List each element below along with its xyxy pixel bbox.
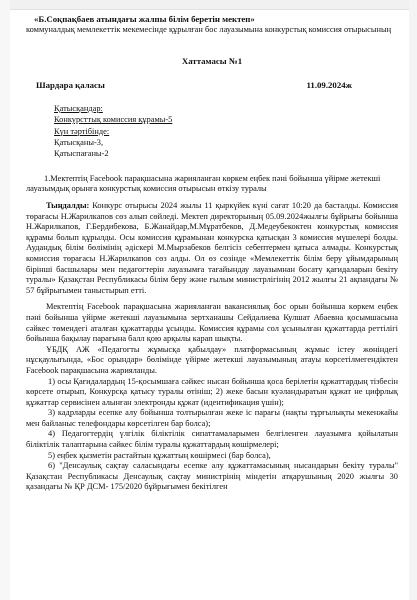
viewer-left-edge [0,0,10,600]
heard-paragraph [26,201,398,296]
list-item: 4) Педагогтердің үлгілік біліктілік сипаттамаларымен белгіленген лауазымға қойылатын біліктілік талаптарына сәйкес білім туралы құжаттардың көшірмелері; [26,429,398,450]
paragraph-2: Мектептің Facebook парақшасына жарияланған вакансиялық бос орын бойынша көркем еңбек пәні бойынша үйірме жетекші лауазымына зертханашы Сейдалиева Кулшат Абаевна қосымшасына сәйкес төмендегі аталған құжаттарды ұсынды. Комиссия құрамы сол ұсынылған құжаттарда реттілігі бойынша бақылау парағына балл қою арқылы карап шықты. [26,302,398,344]
place-date-row [26,80,398,91]
attendance-block [26,103,398,160]
attendance-line: Қатысқаны-3, [54,138,104,147]
attendance-line: Қатысқандар: [54,103,103,113]
heard-text: Конкурс отырысы 2024 жылы 11 қыркүйек күні сағат 10:20 да басталды. Комиссия төрағасы Н.Жарилкапов сөз алып сөйледі. Мектеп директорының 05.09.2024жылғы бұйрығы бойынша Н.Жарилкапов, Г.Бердибекова, Б.Жанайдар,М.Мұратбеков, Д.Медеубекоктен конкурстық комиссия құрамы болып құрылды. Осы комиссия құрамынан конкурска қатысқан 3 комиссия мүшелері болды. Аудандық білім бөлімінің әдіскері М.Мырзабеков белгісіз себептермен қатыса алмады. Конкурстық комиссия төрағасы Н.Жарилкапов сөз алды. Ол өз сөзінде «Мемлекеттік білім беру ұйымдарының бірінші басшылары мен педагогтерін лауазымға тағайындау лауазымнан босату қағидаларын бекіту туралы» Қазақстан Республикасы білім беру және ғылым министрлігінің 2012 жылғы 21 ақпандағы № 57 бұйрығымен таныстырып етті. [26,201,398,295]
agenda-item: 1.Мектептің Facebook парақшасына жарияланған көркем еңбек пәні бойынша үйірме жетекші лауазымдық орынға конкурстық комиссия отырысын өткізу туралы [26,173,381,194]
attendance-line: Күн тәртібінде: [54,126,110,136]
documents-list [26,377,398,494]
viewer-top-edge [0,0,417,10]
list-item: 1) осы Қағидалардың 15-қосымшаға сәйкес нысан бойынша қоса берілетін құжаттардың тізбесін көрсете отырып, Конкурсқа қатысу туралы өтініш; 2) жеке басын куәландыратын құжат не цифрлық құжаттар сервисінен алынған электронды құжат (идентификация үшін); [26,376,398,407]
organization-title: «Б.Соқпақбаев атындағы жалпы білім беретін мектеп» [34,14,255,24]
paragraph-3: ҰБДҚ АЖ «Педагогты жұмысқа қабылдау» платформасының жұмыс істеу жөніндегі нұсқаулығында, «Бос орындар» бөлімінде үйірме жетекші лауазымының атауы көрсетілмегендіктен Facebook парақшасына жарияланды. [26,344,398,375]
document-content [26,14,398,493]
attendance-line: Конкурсттық комиссия құрамы-5 [54,115,173,125]
list-item: 3) кадрларды есепке алу бойынша толтырылған жеке іс парағы (нақты тұрғылықты мекенжайы мен байланыс телефондары көрсетілген бар болса); [26,408,398,428]
heard-label: Тыңдалды: [46,201,90,210]
viewer-right-edge [409,0,417,600]
attendance-line: Қатыспағаны-2 [54,149,109,159]
organization-subtitle: коммуналдық мемлекеттік мекемесінде құрылған бос лауазымына конкурстық комиссия отырысының [26,25,392,34]
list-item: 6) "Денсаулық сақтау саласындағы есепке алу құжаттамасының нысандарын бекіту туралы" Қазақстан Республикасы Денсаулық сақтау министрінің міндетін атқарушының 2020 жылғы 30 қазандағы № ҚР ДСМ- 175/2020 бұйрығымен бекітілген [26,461,398,492]
list-item: 5) еңбек қызметін растайтын құжаттың көшірмесі (бар болса), [48,450,271,460]
protocol-title: Хаттамасы №1 [181,55,243,66]
city-label: Шардара қаласы [36,80,105,91]
date-label: 11.09.2024ж [306,80,352,91]
